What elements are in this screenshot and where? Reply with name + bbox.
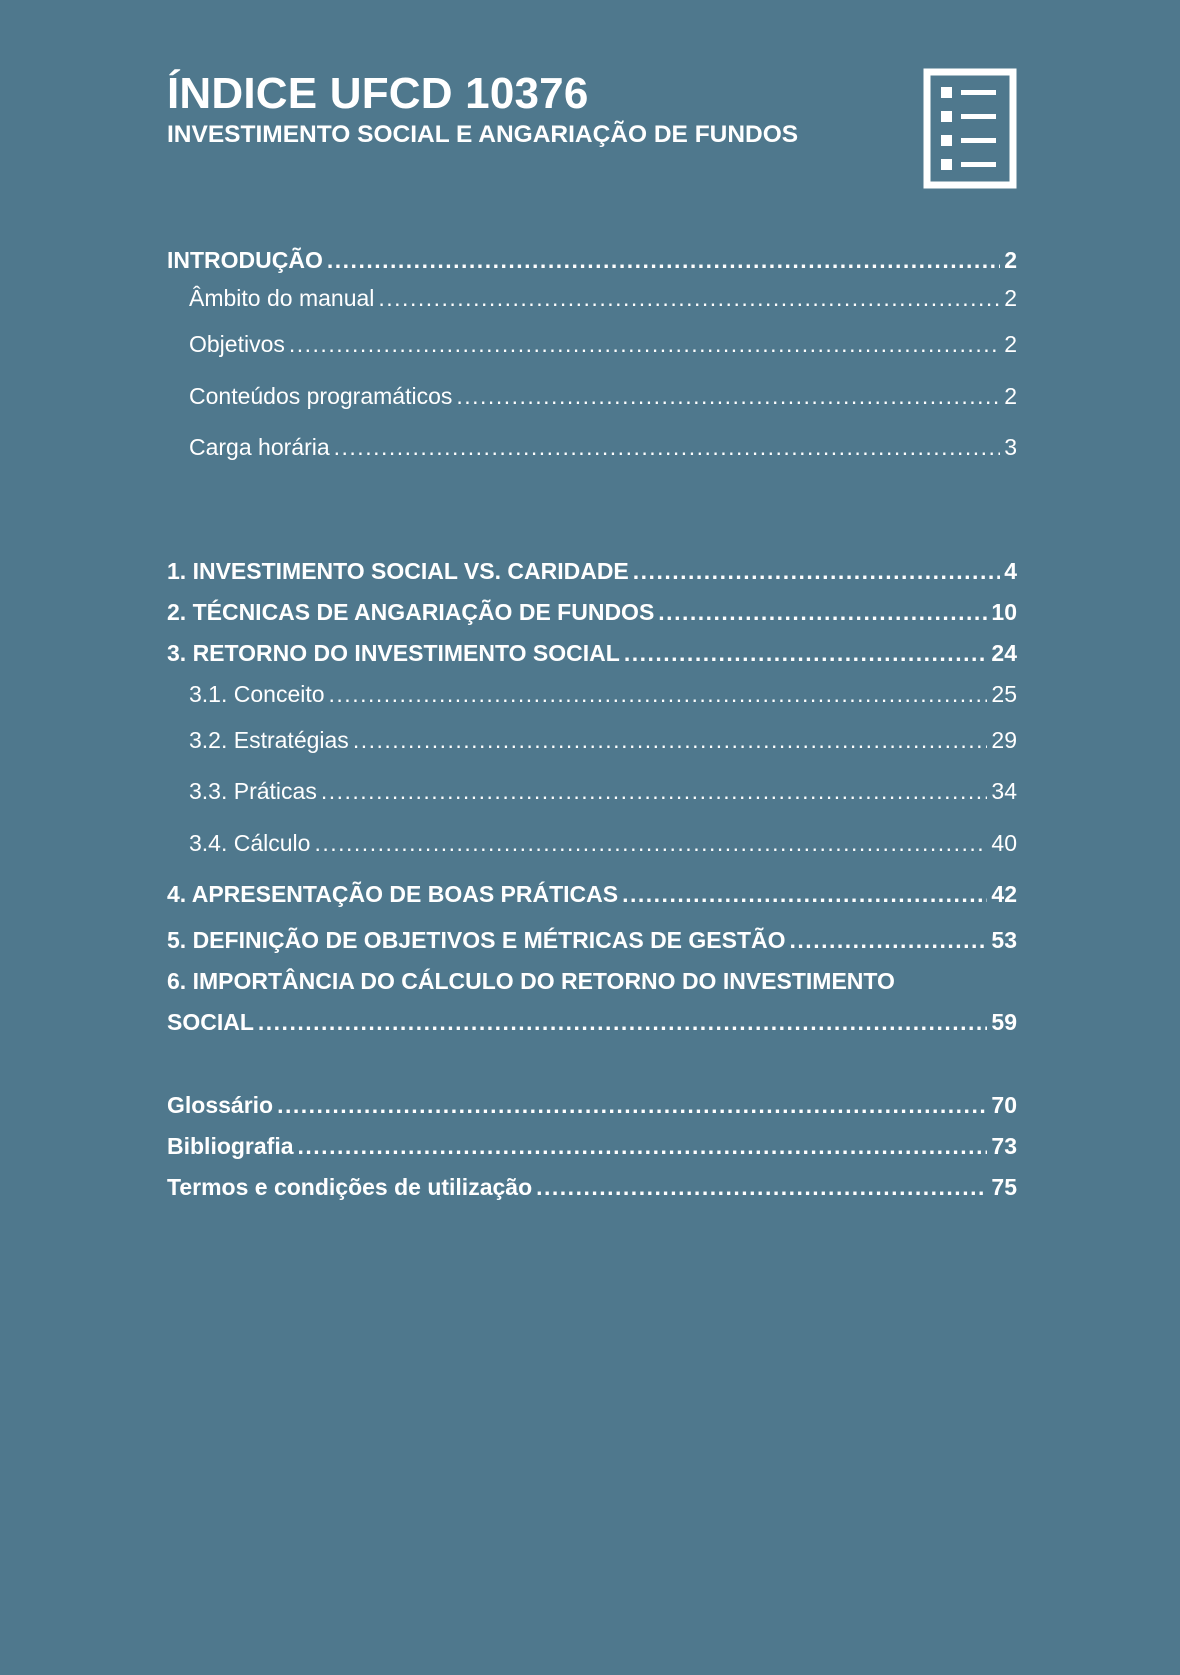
table-of-contents [167, 243, 1017, 1208]
toc-entry-termos[interactable] [167, 1167, 1017, 1208]
toc-entry-label: INTRODUÇÃO [167, 247, 323, 273]
toc-entry-label: Âmbito do manual [189, 285, 375, 311]
toc-entry-chapter-1[interactable] [167, 551, 1017, 592]
dot-leader [329, 674, 988, 715]
dot-leader [633, 551, 1000, 592]
toc-entry-page: 2 [1004, 247, 1017, 273]
toc-entry-page: 53 [991, 927, 1017, 953]
toc-entry-label: 2. TÉCNICAS DE ANGARIAÇÃO DE FUNDOS [167, 598, 655, 625]
dot-leader [624, 633, 988, 674]
dot-leader [622, 869, 987, 920]
toc-entry-page: 2 [1004, 285, 1017, 311]
dot-leader [790, 920, 988, 961]
toc-entry-page: 25 [991, 680, 1017, 707]
dot-leader [314, 818, 987, 870]
toc-entry-chapter-4[interactable] [167, 869, 1017, 920]
dot-leader [353, 715, 988, 767]
toc-entry-label-line [167, 1002, 1017, 1043]
toc-entry-page: 70 [991, 1092, 1017, 1118]
toc-entry-chapter-3[interactable] [167, 633, 1017, 674]
toc-entry-ambito[interactable] [167, 278, 1017, 319]
dot-leader [277, 1085, 987, 1126]
toc-entry-carga-horaria[interactable] [167, 422, 1017, 474]
toc-entry-page: 2 [1004, 382, 1017, 409]
toc-entry-page: 29 [991, 726, 1017, 753]
toc-entry-chapter-5[interactable] [167, 920, 1017, 961]
dot-leader [658, 592, 987, 633]
toc-entry-page: 59 [991, 1009, 1017, 1035]
toc-entry-chapter-6[interactable] [167, 961, 1017, 1043]
dot-leader [378, 278, 1000, 319]
toc-entry-label: 3. RETORNO DO INVESTIMENTO SOCIAL [167, 639, 620, 666]
page-subtitle: INVESTIMENTO SOCIAL E ANGARIAÇÃO DE FUNDOS [167, 121, 799, 148]
toc-entry-objetivos[interactable] [167, 319, 1017, 371]
toc-entry-glossario[interactable] [167, 1085, 1017, 1126]
toc-entry-page: 4 [1004, 557, 1017, 584]
toc-entry-page: 73 [991, 1133, 1017, 1159]
toc-entry-page: 34 [991, 778, 1017, 804]
dot-leader [536, 1167, 987, 1208]
toc-entry-label: Objetivos [189, 331, 285, 357]
toc-entry-label: Carga horária [189, 434, 330, 460]
toc-entry-page: 2 [1004, 331, 1017, 357]
toc-entry-3-2-estrategias[interactable] [167, 715, 1017, 767]
dot-leader [321, 766, 988, 818]
toc-entry-3-3-praticas[interactable] [167, 766, 1017, 818]
toc-entry-3-4-calculo[interactable] [167, 818, 1017, 870]
dot-leader [456, 371, 1000, 423]
toc-entry-label: Glossário [167, 1092, 274, 1118]
toc-entry-label: SOCIAL [167, 1009, 254, 1035]
toc-entry-page: 40 [991, 829, 1017, 856]
toc-entry-label: 3.3. Práticas [189, 778, 317, 804]
toc-entry-label-line [167, 961, 1017, 1002]
toc-entry-bibliografia[interactable] [167, 1126, 1017, 1167]
toc-entry-conteudos[interactable] [167, 371, 1017, 423]
toc-entry-page: 75 [991, 1174, 1017, 1200]
toc-entry-page: 24 [991, 639, 1017, 666]
dot-leader [289, 319, 1000, 371]
toc-entry-label: 3.1. Conceito [189, 680, 325, 707]
toc-entry-chapter-2[interactable] [167, 592, 1017, 633]
page-title: ÍNDICE UFCD 10376 [167, 69, 589, 118]
toc-entry-introducao[interactable] [167, 243, 1017, 278]
toc-entry-label: Conteúdos programáticos [189, 382, 453, 409]
dot-leader [327, 243, 1000, 278]
toc-entry-3-1-conceito[interactable] [167, 674, 1017, 715]
table-of-contents-icon [923, 68, 1017, 189]
toc-entry-page: 3 [1004, 434, 1017, 460]
toc-entry-label: 3.2. Estratégias [189, 726, 349, 753]
toc-entry-label: 6. IMPORTÂNCIA DO CÁLCULO DO RETORNO DO INVESTIMENTO [167, 968, 895, 994]
dot-leader [298, 1126, 988, 1167]
toc-entry-label: 4. APRESENTAÇÃO DE BOAS PRÁTICAS [167, 881, 619, 907]
toc-entry-page: 42 [991, 881, 1017, 907]
dot-leader [334, 422, 1001, 474]
toc-entry-label: Termos e condições de utilização [167, 1174, 533, 1200]
toc-entry-label: 5. DEFINIÇÃO DE OBJETIVOS E MÉTRICAS DE GESTÃO [167, 927, 786, 953]
dot-leader [258, 1002, 988, 1043]
page-header [167, 68, 1017, 150]
toc-entry-label: Bibliografia [167, 1133, 294, 1159]
toc-entry-label: 1. INVESTIMENTO SOCIAL VS. CARIDADE [167, 557, 629, 584]
toc-entry-page: 10 [991, 598, 1017, 625]
toc-entry-label: 3.4. Cálculo [189, 829, 311, 856]
